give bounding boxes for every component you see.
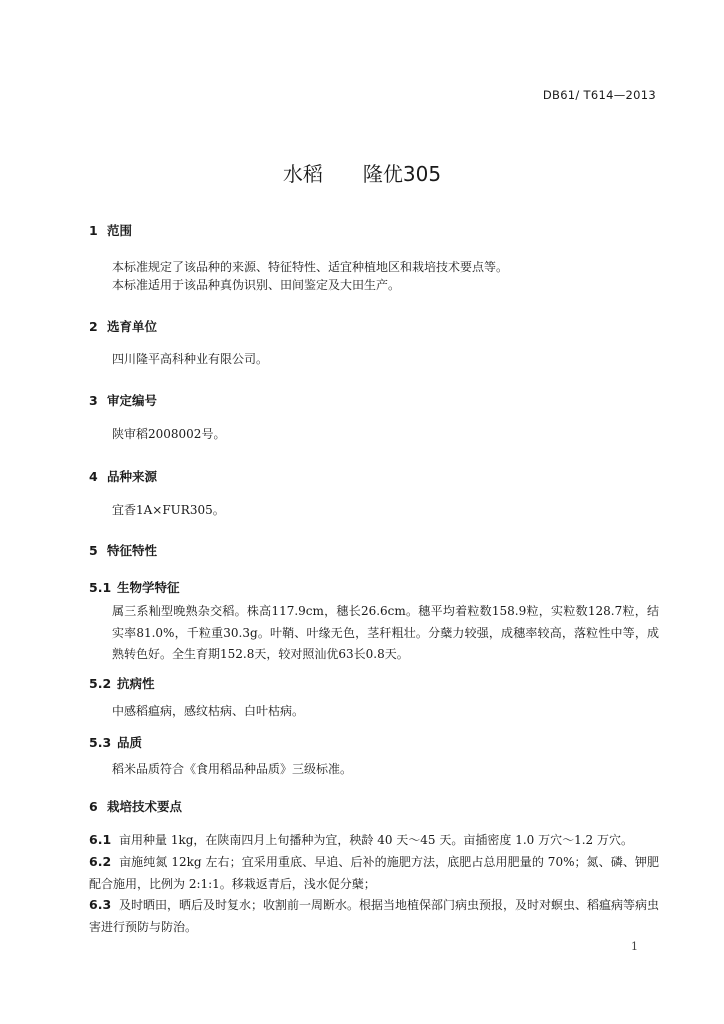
page-number: 1 xyxy=(631,940,638,953)
page-title xyxy=(0,158,724,187)
clause-6-1-number: 6.1 xyxy=(89,832,112,847)
section-2-text: 四川隆平高科种业有限公司。 xyxy=(112,352,269,366)
section-heading-5: 5 特征特性 xyxy=(89,543,158,558)
section-heading-3: 3 审定编号 xyxy=(89,393,158,408)
section-5-1-text: 属三系籼型晚熟杂交稻。株高117.9cm，穗长26.6cm。穗平均着粒数158.9粒，实粒数128.7粒，结实率81.0%，千粒重30.3g。叶鞘、叶缘无色，茎秆粗壮。分蘖力较强，成穗率较高，落粒性中等，成熟转色好。全生育期152.8天，较对照汕优63长0.8天。 xyxy=(112,604,659,661)
section-1-line-1: 本标准规定了该品种的来源、特征特性、适宜种植地区和栽培技术要点等。 xyxy=(112,260,509,274)
section-1-line-2: 本标准适用于该品种真伪识别、田间鉴定及大田生产。 xyxy=(112,278,401,292)
section-heading-4: 4 品种来源 xyxy=(89,469,158,484)
clause-6-3-number: 6.3 xyxy=(89,897,112,912)
section-6-1-text: 6.1 亩用种量 1kg，在陕南四月上旬播种为宜，秧龄 40 天～45 天。亩插密度 1.0 万穴～1.2 万穴。 xyxy=(89,829,659,852)
section-heading-1: 1 范围 xyxy=(89,223,133,238)
title-variety: 隆优305 xyxy=(362,162,442,186)
section-heading-2: 2 选育单位 xyxy=(89,319,158,334)
section-6-2-text: 6.2 亩施纯氮 12kg 左右；宜采用重底、早追、后补的施肥方法，底肥占总用肥量的 70%；氮、磷、钾肥配合施用，比例为 2:1:1。移栽返青后，浅水促分蘖； xyxy=(89,851,659,895)
section-4-text: 宜香1A×FUR305。 xyxy=(112,503,225,517)
section-heading-5-1: 5.1 生物学特征 xyxy=(89,580,180,595)
section-heading-5-3: 5.3 品质 xyxy=(89,735,143,750)
section-heading-6: 6 栽培技术要点 xyxy=(89,799,183,814)
section-5-2-text: 中感稻瘟病，感纹枯病、白叶枯病。 xyxy=(112,704,305,718)
standard-code: DB61/ T614—2013 xyxy=(542,88,656,102)
clause-6-2-number: 6.2 xyxy=(89,854,112,869)
title-crop: 水稻 xyxy=(282,162,323,186)
section-6-3-text: 6.3 及时晒田，晒后及时复水；收割前一周断水。根据当地植保部门病虫预报，及时对螟虫、稻瘟病等病虫害进行预防与防治。 xyxy=(89,894,659,938)
section-3-text: 陕审稻2008002号。 xyxy=(112,427,226,441)
section-5-3-text: 稻米品质符合《食用稻品种品质》三级标准。 xyxy=(112,762,353,776)
section-heading-5-2: 5.2 抗病性 xyxy=(89,676,155,691)
